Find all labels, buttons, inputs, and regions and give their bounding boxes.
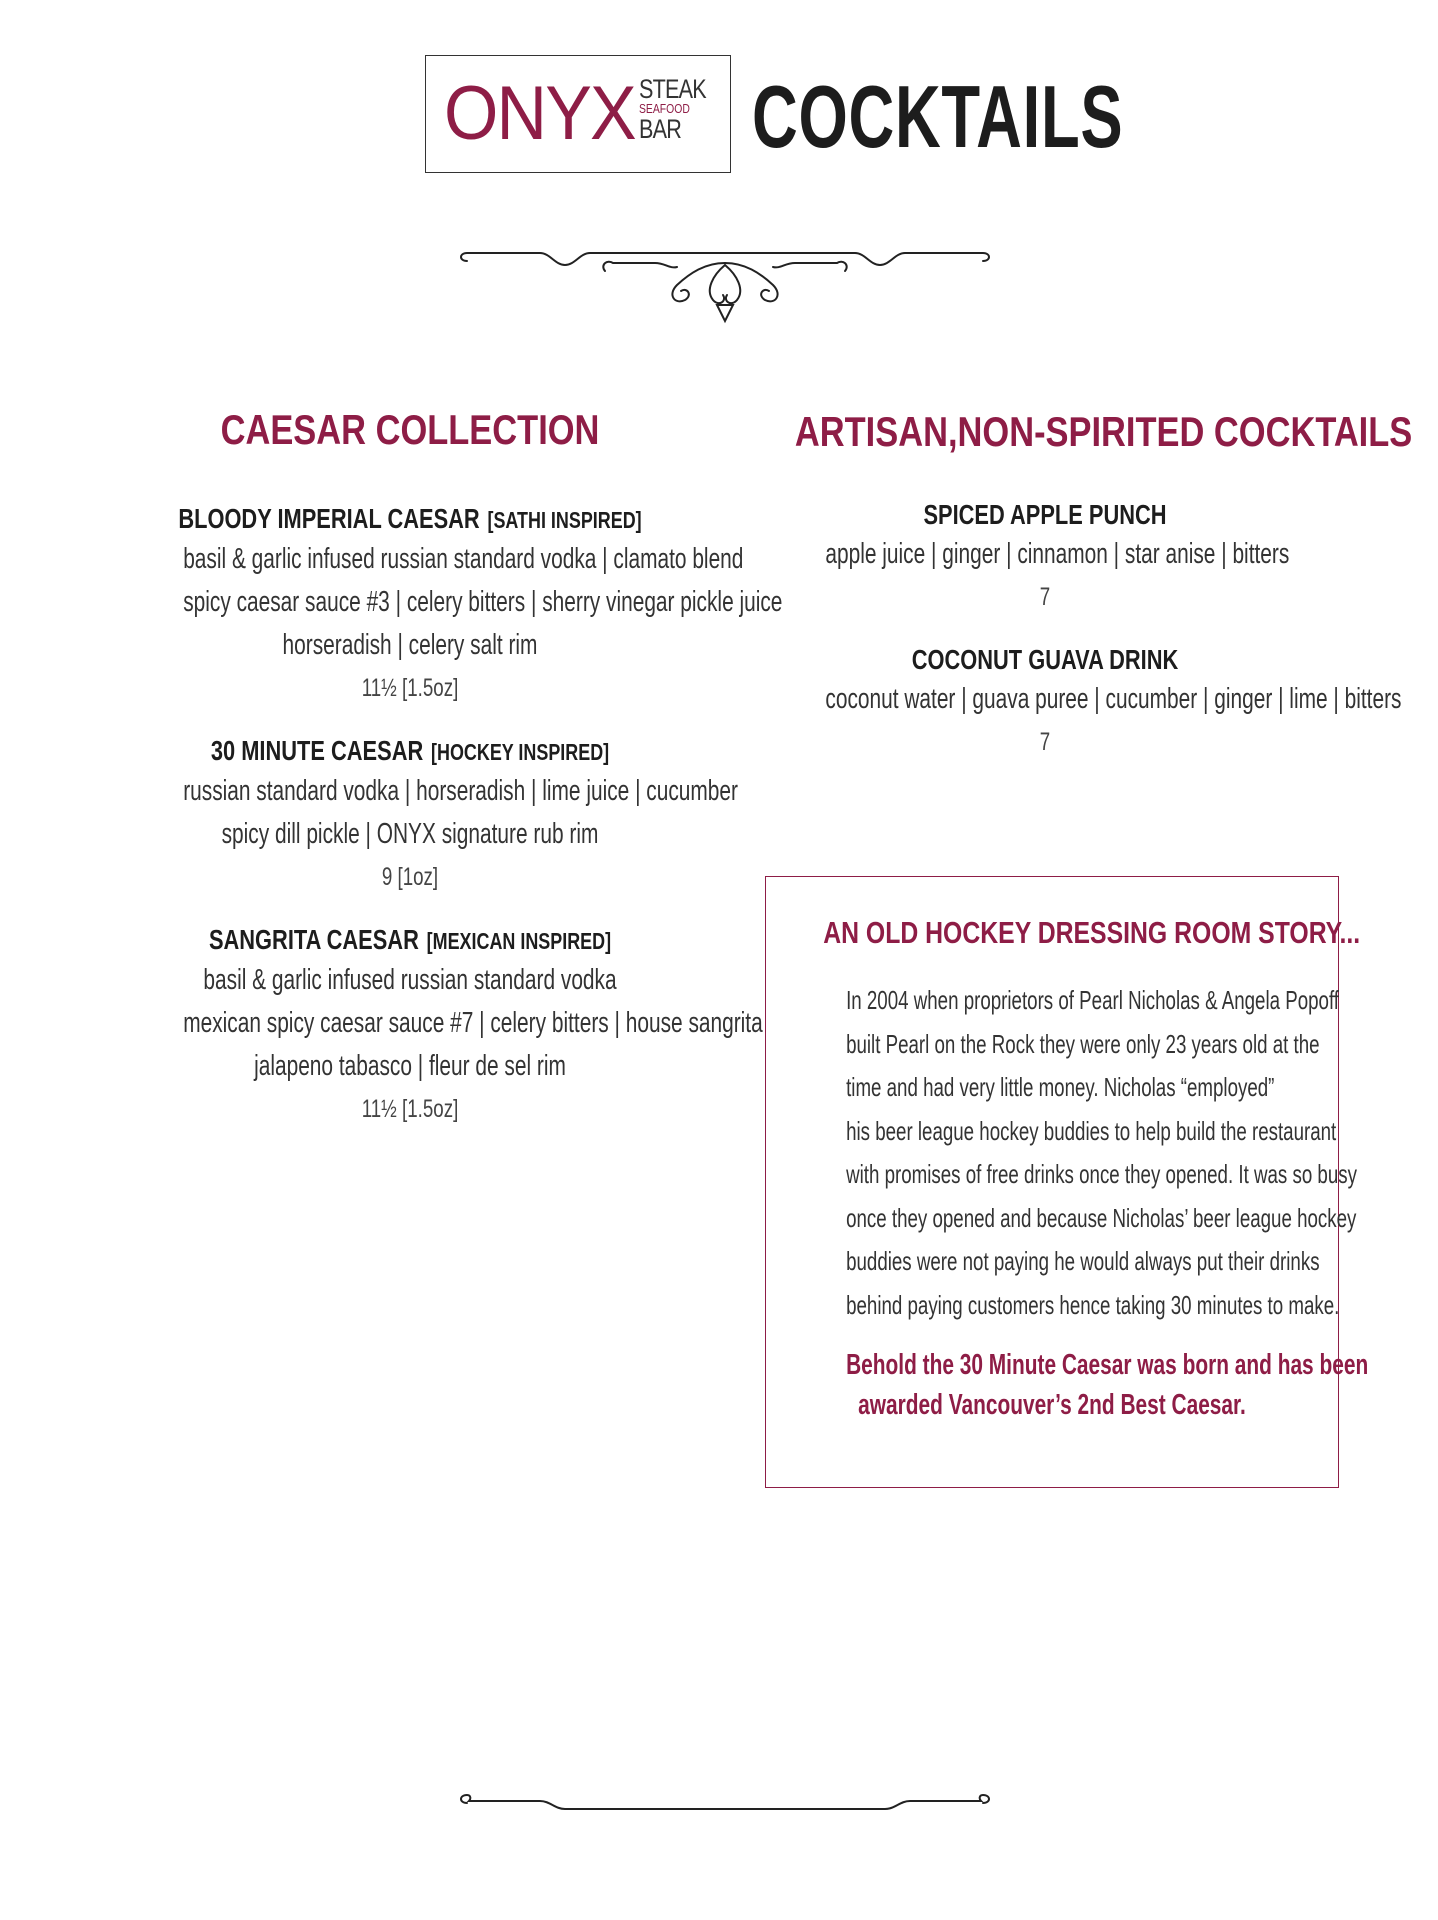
item-name: 30 MINUTE CAESAR [210, 735, 424, 766]
item-ingredients: spicy dill pickle | ONYX signature rub rim [221, 818, 599, 850]
menu-item [95, 501, 783, 709]
story-line: once they opened and because Nicholas’ beer league hockey [846, 1202, 1357, 1233]
story-closing [766, 1345, 1369, 1425]
artisan-section-heading: ARTISAN,NON-SPIRITED COCKTAILS [794, 408, 1413, 455]
item-title [164, 501, 655, 538]
item-ingredients: basil & garlic infused russian standard vodka [203, 964, 617, 996]
item-ingredients: basil & garlic infused russian standard vodka | clamato blend [183, 543, 744, 575]
item-ingredients: horseradish | celery salt rim [282, 629, 538, 661]
item-ingredients: jalapeno tabasco | fleur de sel rim [254, 1050, 566, 1082]
item-title [164, 922, 655, 959]
logo-seafood: SEAFOOD [639, 101, 690, 116]
story-title: AN OLD HOCKEY DRESSING ROOM STORY... [823, 915, 1361, 950]
story-line: buddies were not paying he would always put their drinks [846, 1246, 1320, 1276]
closing-line: awarded Vancouver’s 2nd Best Caesar. [858, 1389, 1246, 1421]
closing-line: Behold the 30 Minute Caesar was born and has been [846, 1349, 1369, 1381]
logo-wordmark: ONYX [444, 71, 635, 156]
logo-subtext [639, 76, 724, 142]
story-line: with promises of free drinks once they opened. It was so busy [846, 1159, 1357, 1189]
item-name: SANGRITA CAESAR [208, 924, 419, 955]
story-box [765, 876, 1369, 1488]
menu-item [740, 497, 1350, 618]
item-ingredients: apple juice | ginger | cinnamon | star anise | bitters [825, 538, 1290, 570]
item-tag: [SATHI INSPIRED] [487, 507, 642, 533]
onyx-logo [425, 55, 731, 173]
item-name: BLOODY IMPERIAL CAESAR [178, 503, 480, 534]
item-price: 9 [1oz] [381, 863, 439, 891]
menu-item [95, 922, 763, 1130]
menu-item [740, 642, 1402, 763]
bottom-flourish-ornament [455, 1785, 995, 1815]
logo-bar: BAR [639, 114, 682, 144]
item-price: 7 [1039, 728, 1051, 756]
caesar-section-heading: CAESAR COLLECTION [220, 406, 600, 453]
artisan-cocktails-section [740, 405, 1413, 763]
item-ingredients: russian standard vodka | horseradish | lime juice | cucumber [183, 775, 738, 807]
item-tag: [HOCKEY INSPIRED] [431, 739, 610, 765]
story-line: In 2004 when proprietors of Pearl Nicholas & Angela Popoff [846, 985, 1340, 1015]
item-price: 7 [1039, 583, 1051, 611]
top-flourish-ornament [455, 245, 995, 335]
menu-item [95, 733, 738, 898]
story-line: time and had very little money. Nicholas “employed” [846, 1072, 1275, 1102]
item-name: SPICED APPLE PUNCH [923, 499, 1167, 530]
item-price: 11½ [1.5oz] [361, 674, 459, 702]
item-ingredients: spicy caesar sauce #3 | celery bitters | sherry vinegar pickle juice [183, 586, 783, 618]
story-body [766, 979, 1357, 1327]
page-title: COCKTAILS [752, 67, 1124, 166]
item-ingredients: coconut water | guava puree | cucumber | ginger | lime | bitters [825, 683, 1402, 715]
story-line: built Pearl on the Rock they were only 23 years old at the [846, 1028, 1320, 1059]
logo-steak: STEAK [639, 74, 706, 104]
caesar-collection-section [95, 405, 783, 1130]
item-ingredients: mexican spicy caesar sauce #7 | celery bitters | house sangrita [183, 1007, 763, 1039]
story-line: behind paying customers hence taking 30 minutes to make. [846, 1289, 1340, 1320]
item-title [164, 733, 655, 770]
item-price: 11½ [1.5oz] [361, 1095, 459, 1123]
story-line: his beer league hockey buddies to help build the restaurant [846, 1115, 1337, 1146]
item-name: COCONUT GUAVA DRINK [911, 644, 1179, 675]
item-tag: [MEXICAN INSPIRED] [426, 928, 612, 954]
